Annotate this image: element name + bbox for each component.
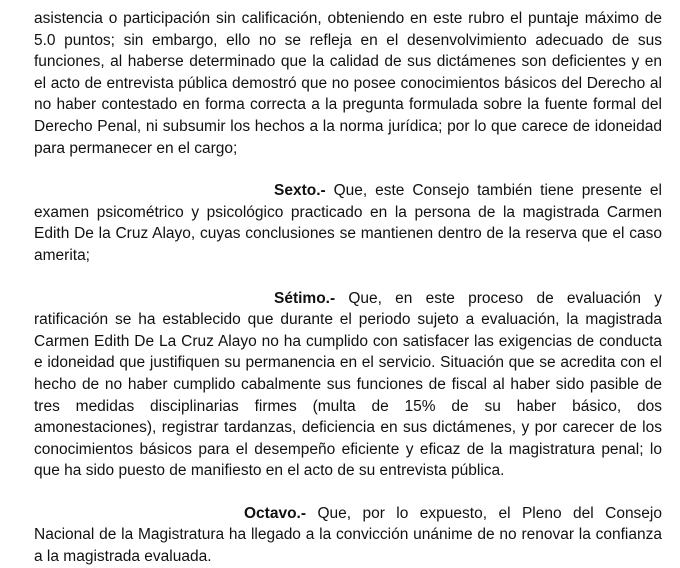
paragraph-sexto xyxy=(34,180,662,266)
document-page xyxy=(34,0,662,568)
paragraph-heading: Octavo.- xyxy=(244,504,307,522)
paragraph-continuation xyxy=(34,8,662,159)
paragraph-text: Que, este Consejo también tiene presente el examen psicométrico y psicológico practicado en la persona de la magistrada Carmen Edith De la Cruz Alayo, cuyas conclusiones se mantienen dentro de la reserva que el caso amerita; xyxy=(34,182,662,264)
paragraph-heading: Sexto.- xyxy=(274,182,326,200)
paragraph-text: Que, por lo expuesto, el Pleno del Consejo Nacional de la Magistratura ha llegado a la convicción unánime de no renovar la confianza a la magistrada evaluada. xyxy=(34,504,662,566)
paragraph-text: asistencia o participación sin calificación, obteniendo en este rubro el puntaje máximo de 5.0 puntos; sin embargo, ello no se refleja en el desenvolvimiento adecuado de sus funciones, al haberse determinado que la calidad de sus dictámenes son deficientes y en el acto de entrevista pública demostró que no posee conocimientos básicos del Derecho al no haber contestado en forma correcta a la pregunta formulada sobre la fuente formal del Derecho Penal, ni subsumir los hechos a la norma jurídica; por lo que carece de idoneidad para permanecer en el cargo; xyxy=(34,10,662,157)
paragraph-octavo xyxy=(34,503,662,568)
paragraph-setimo xyxy=(34,288,662,482)
paragraph-heading: Sétimo.- xyxy=(274,289,336,307)
paragraph-text: Que, en este proceso de evaluación y ratificación se ha establecido que durante el periodo sujeto a evaluación, la magistrada Carmen Edith De La Cruz Alayo no ha cumplido con satisfacer las exigencias de conducta e idoneidad que justifiquen su permanencia en el servicio. Situación que se acredita con el hecho de no haber cumplido cabalmente sus funciones de fiscal al haber sido pasible de tres medidas disciplinarias firmes (multa de 15% de su haber básico, dos amonestaciones), registrar tardanzas, deficiencia en sus dictámenes, y por carecer de los conocimientos básicos para el desempeño eficiente y eficaz de la magistratura penal; lo que ha sido puesto de manifiesto en el acto de su entrevista pública. xyxy=(34,289,662,480)
